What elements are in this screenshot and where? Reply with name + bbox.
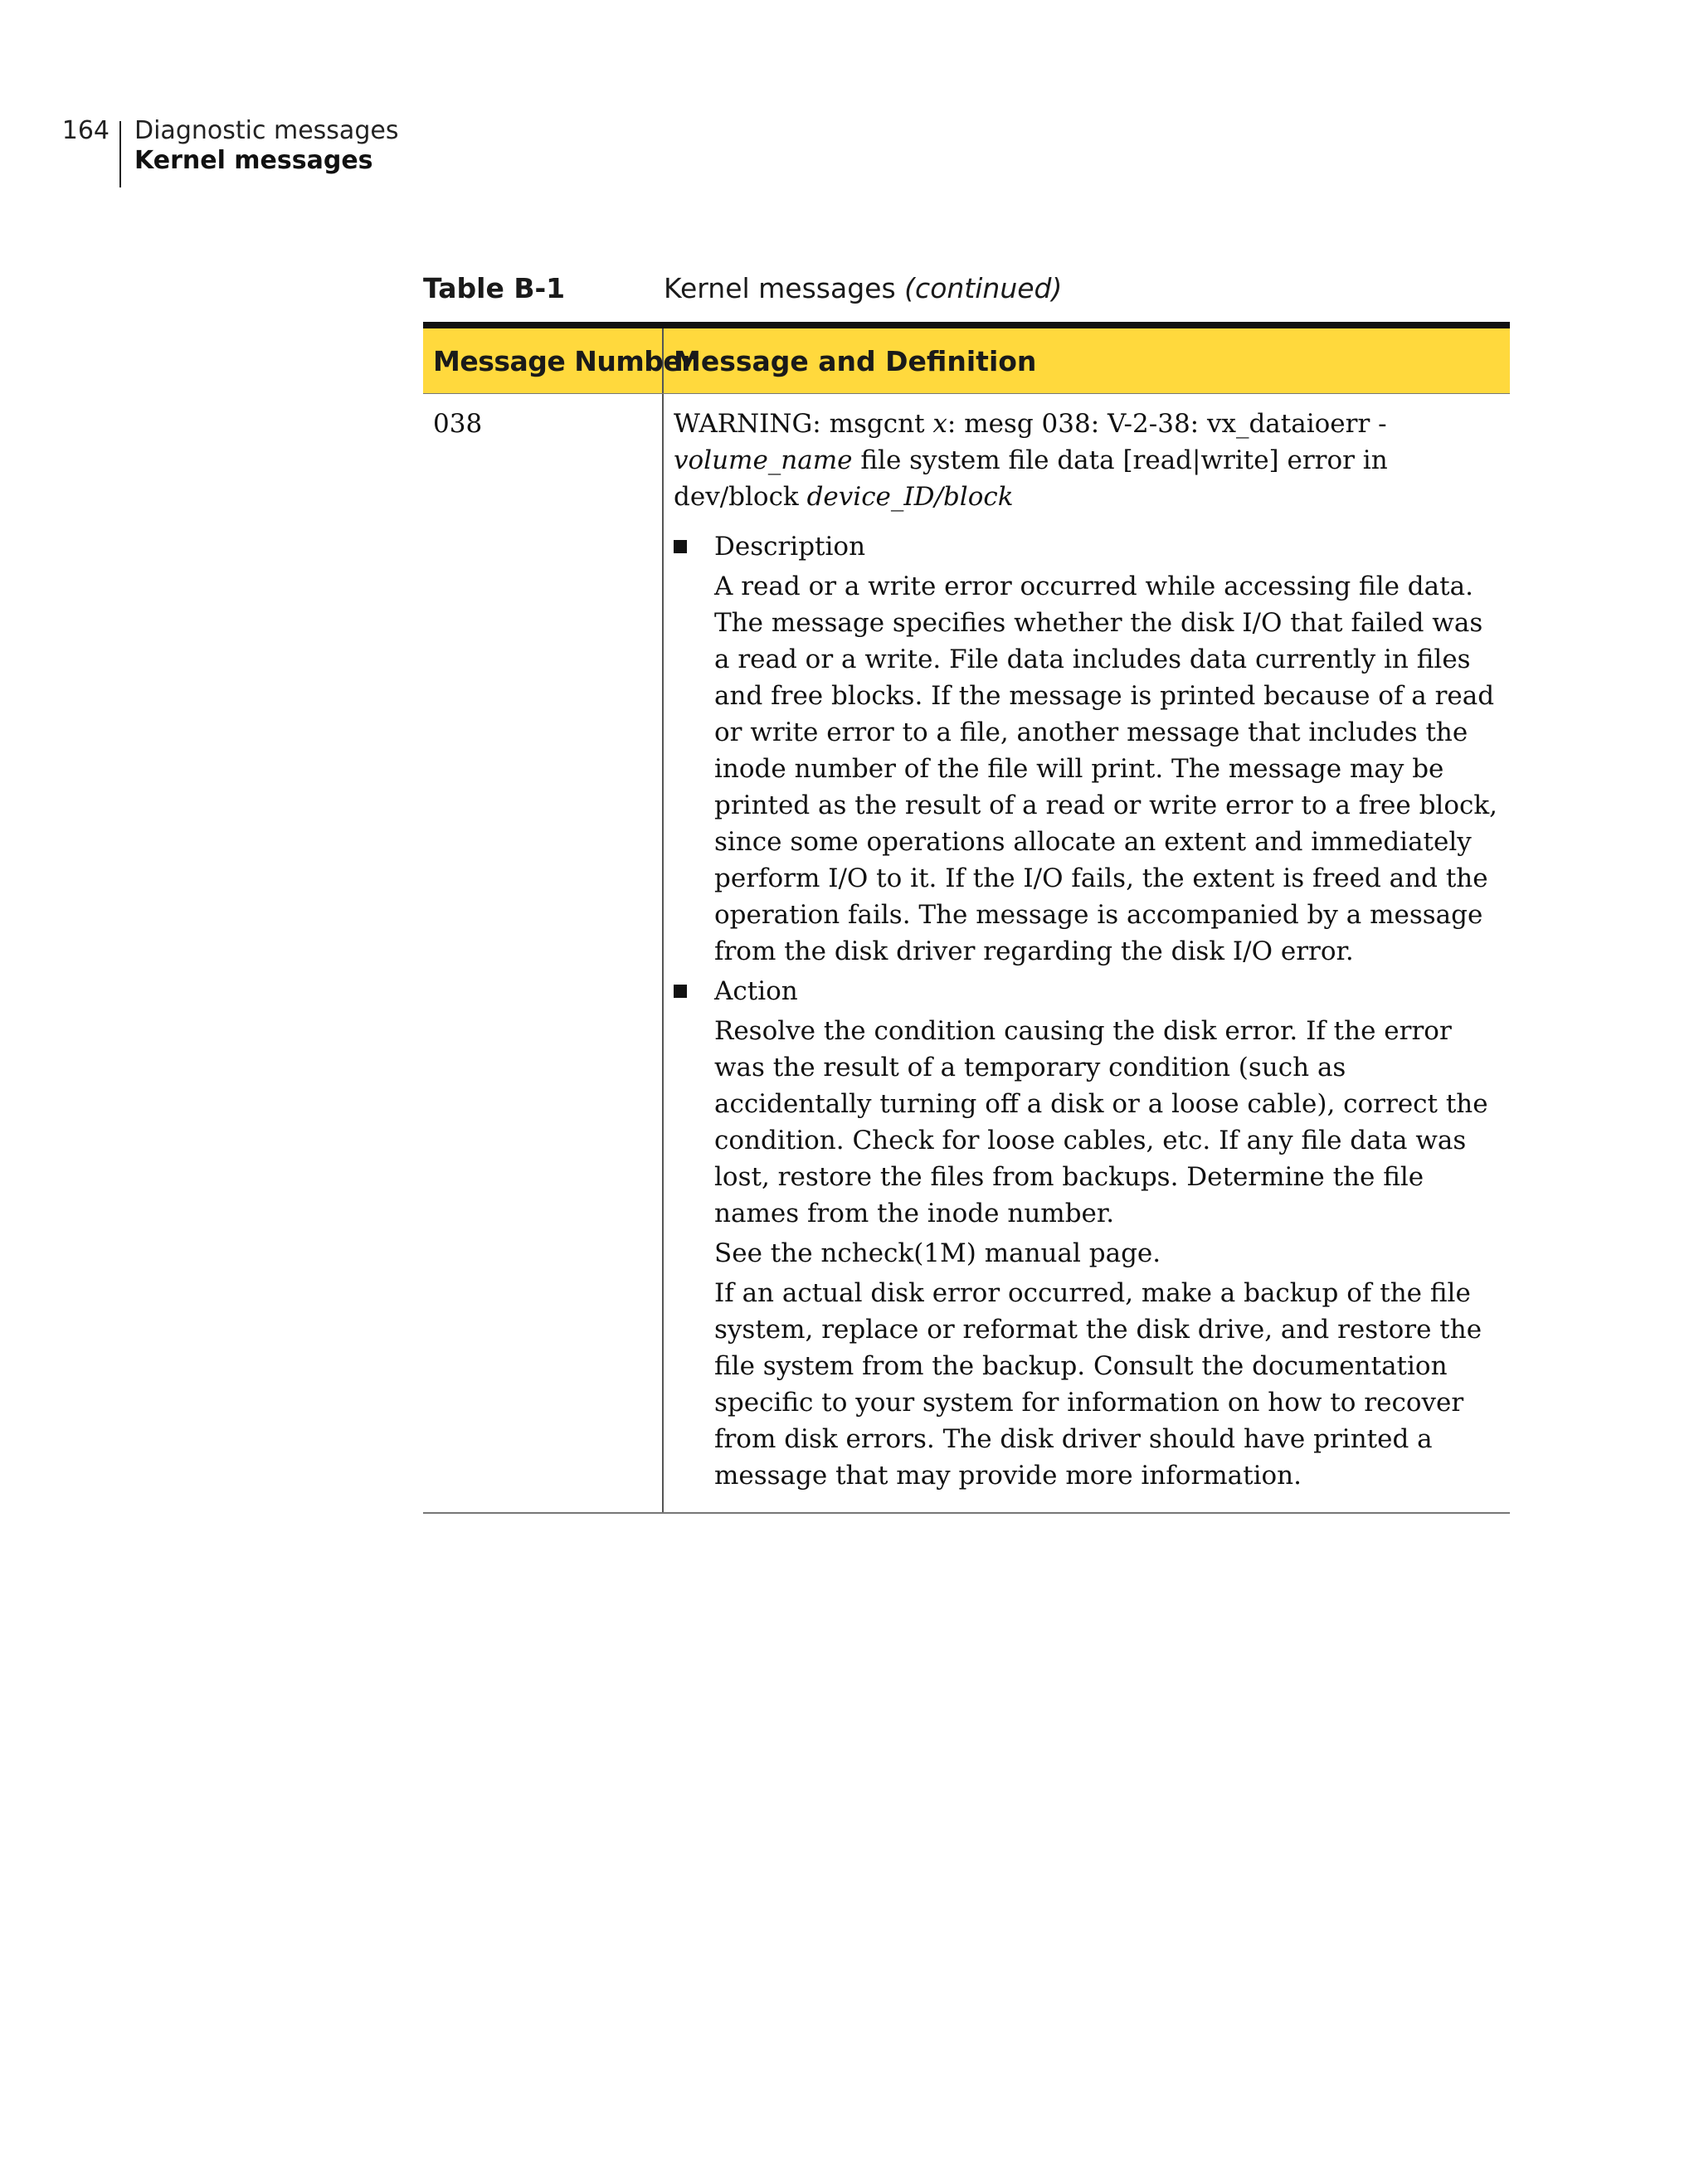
- warning-part-1: WARNING: msgcnt: [674, 409, 933, 439]
- warning-part-3: file system file data [read|write] error in dev/block: [674, 445, 1388, 512]
- chapter-title: Kernel messages: [134, 146, 373, 175]
- description-title: Description: [714, 532, 866, 562]
- header-message-number: Message Number: [423, 328, 664, 393]
- page-number: 164: [61, 116, 110, 145]
- section-title: Diagnostic messages: [134, 116, 399, 145]
- table-title: [664, 272, 1062, 305]
- action-paragraph: See the ncheck(1M) manual page.: [714, 1238, 1161, 1268]
- warning-part-2: : mesg 038: V-2-38: vx_dataioerr -: [947, 409, 1387, 439]
- header-message-definition: Message and Definition: [674, 344, 1037, 377]
- action-paragraph: If an actual disk error occurred, make a backup of the file system, replace or reformat the disk drive, and restore the file system from the backup. Consult the documentation specific to your system for information on how to recover from disk errors. The disk driver should have printed a message that may provide more information.: [714, 1278, 1482, 1491]
- kernel-messages-table: [423, 322, 1510, 1514]
- action-title: Action: [714, 976, 798, 1006]
- warning-var-device-id: device_ID/block: [806, 482, 1014, 512]
- description-item: [674, 528, 1503, 970]
- table-caption: [423, 272, 1510, 309]
- table-label: Table B-1: [423, 272, 566, 304]
- description-text: A read or a write error occurred while accessing file data. The message specifies whether the disk I/O that failed was a read or a write. File data includes data currently in files and free blocks. If the message is printed because of a read or write error to a file, another message that includes the inode number of the file will print. The message may be printed as the result of a read or write error to a free block, since some operations allocate an extent and immediately perform I/O to it. If the I/O fails, the extent is freed and the operation fails. The message is accompanied by a message from the disk driver regarding the disk I/O error.: [714, 572, 1498, 966]
- action-item: [674, 973, 1503, 1494]
- header-divider: [119, 121, 121, 187]
- square-bullet-icon: [674, 540, 687, 553]
- table-header: [423, 328, 1510, 394]
- page-header: [0, 116, 498, 191]
- table-row: [423, 394, 1510, 1514]
- warning-var-volume-name: volume_name: [674, 445, 853, 475]
- warning-var-msgcnt: x: [932, 409, 947, 439]
- table-title-suffix: (continued): [904, 272, 1063, 304]
- table-title-text: Kernel messages: [664, 272, 896, 304]
- square-bullet-icon: [674, 985, 687, 998]
- message-definition-cell: [664, 394, 1510, 1512]
- action-paragraph: Resolve the condition causing the disk error. If the error was the result of a temporary condition (such as accidentally turning off a disk or a loose cable), correct the condition. Check for loose cables, etc. If any file data was lost, restore the files from backups. Determine the file names from the inode number.: [714, 1016, 1488, 1228]
- warning-message: [674, 406, 1503, 515]
- table-top-rule: [423, 322, 1510, 328]
- message-number-cell: 038: [423, 394, 664, 1512]
